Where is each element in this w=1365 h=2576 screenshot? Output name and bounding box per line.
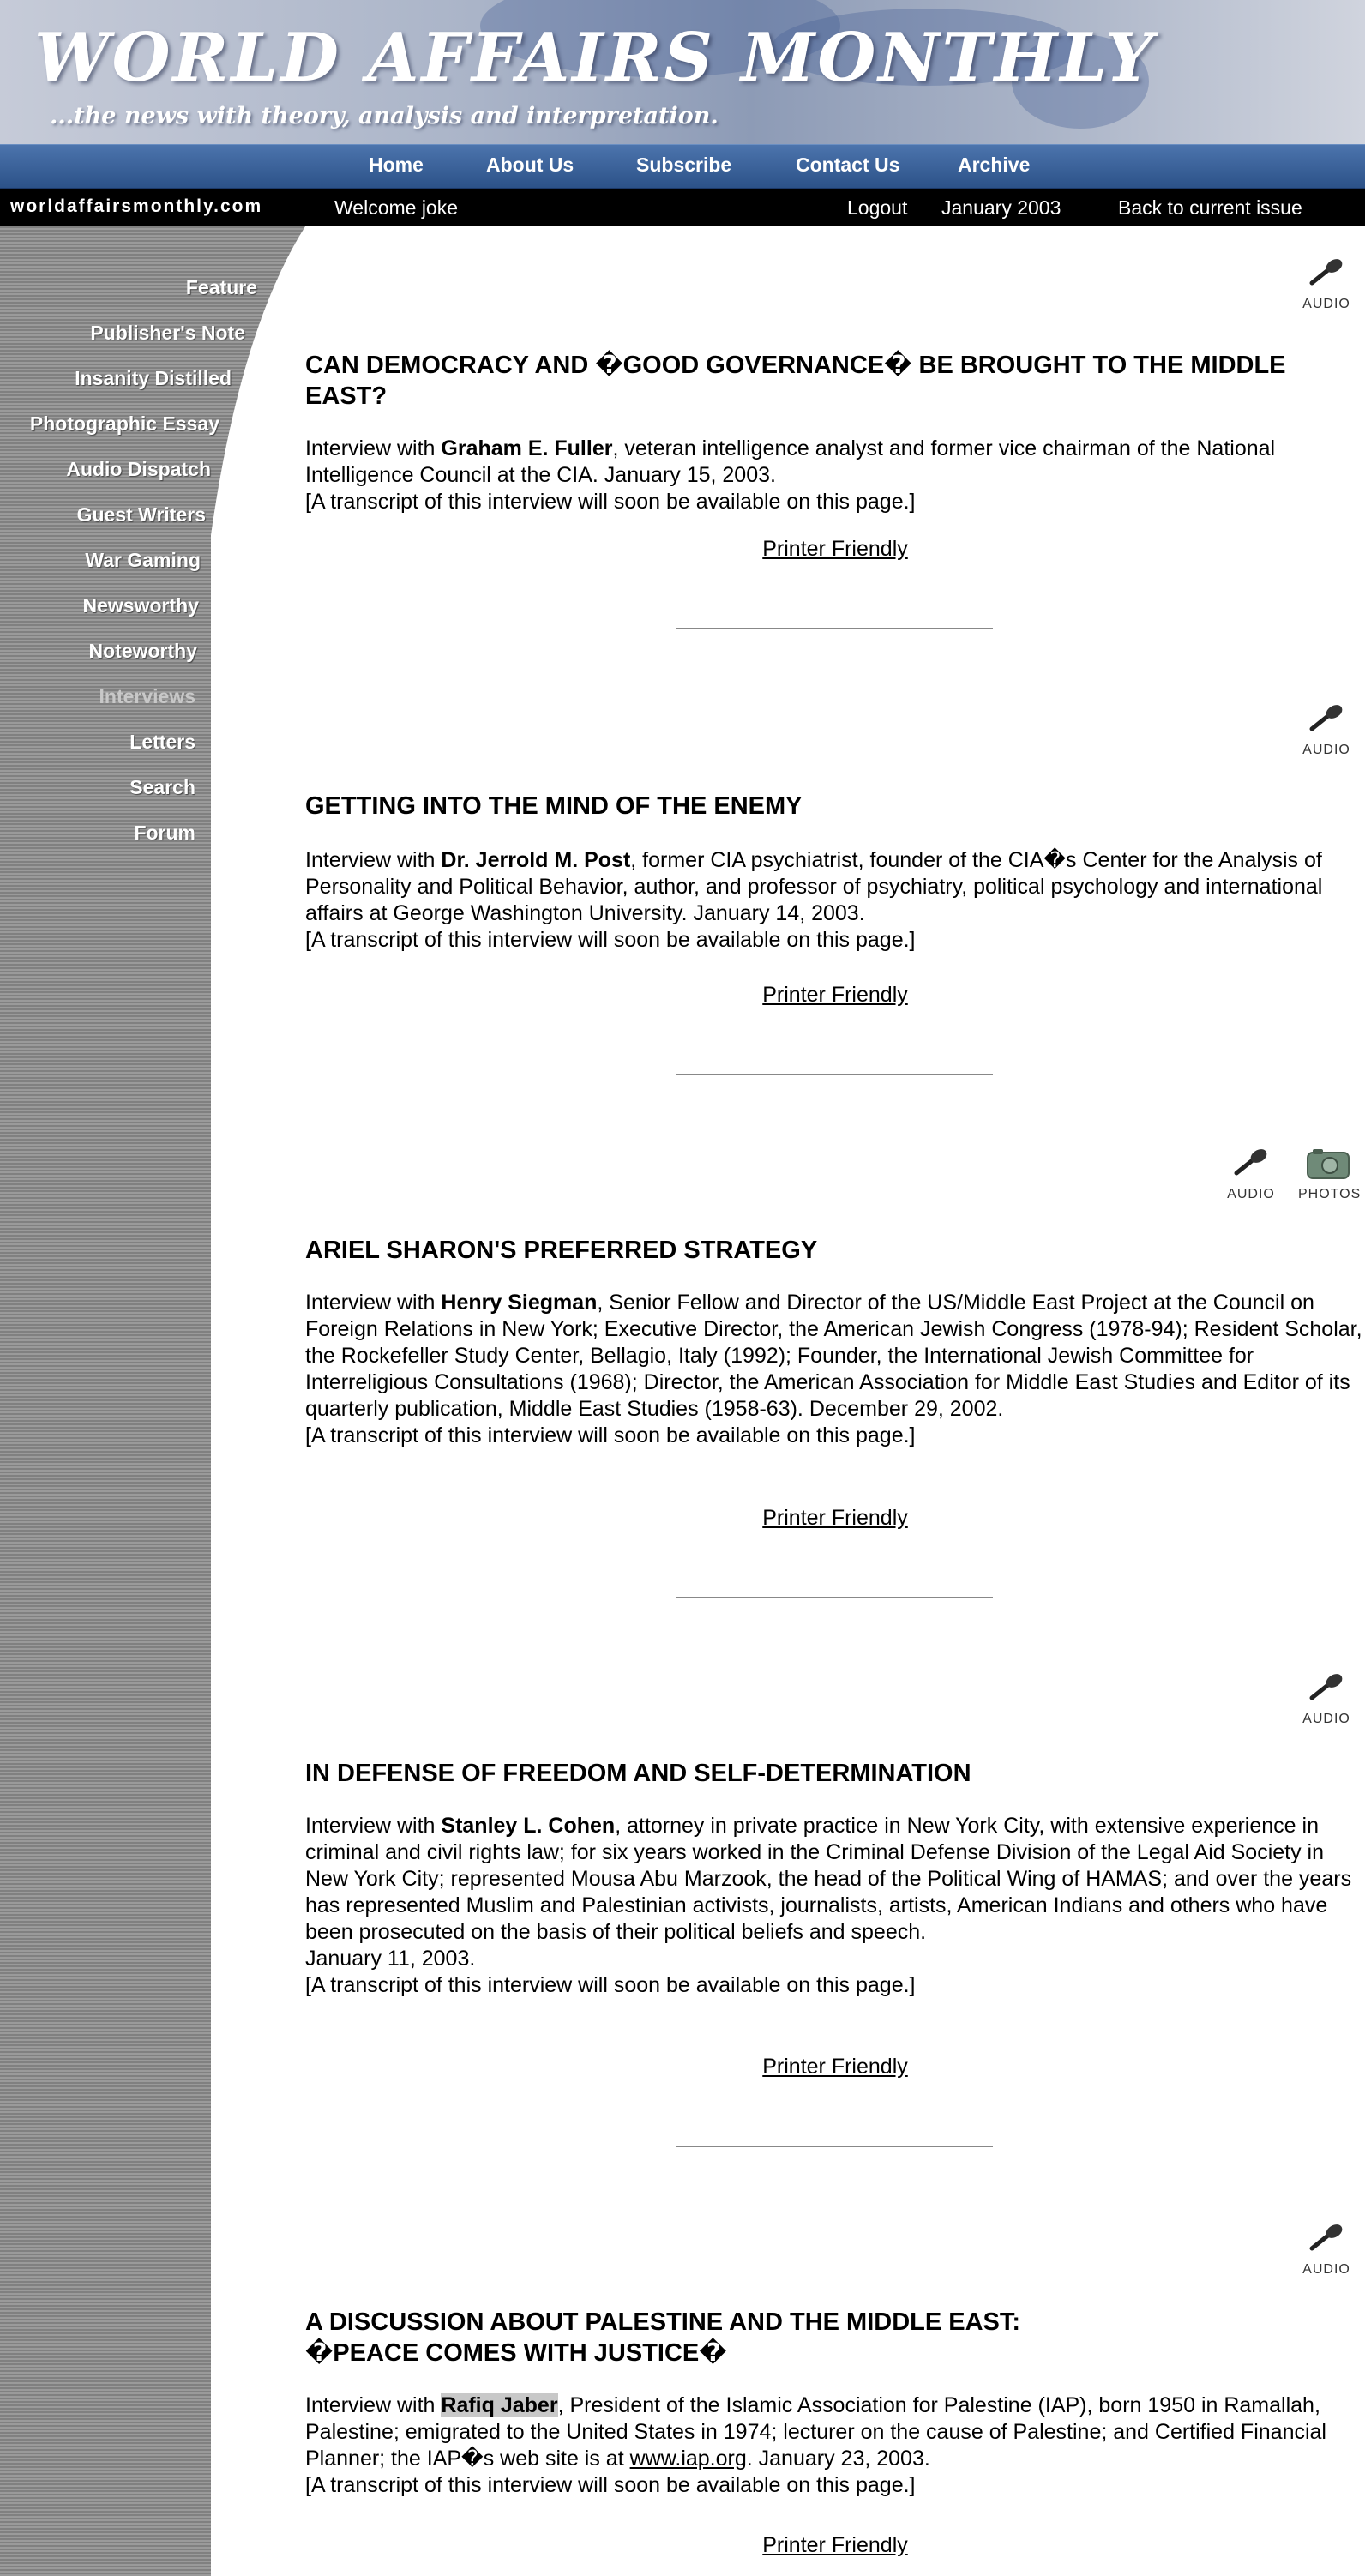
audio-button[interactable]: AUDIO — [1296, 2223, 1356, 2278]
printer-friendly-wrapper — [305, 2055, 1365, 2079]
sidebar-item-forum[interactable]: Forum — [134, 822, 195, 844]
audio-button[interactable]: AUDIO — [1221, 1147, 1281, 1202]
audio-button[interactable]: AUDIO — [1296, 257, 1356, 312]
article-date: January 11, 2003. — [305, 1947, 476, 1971]
interviewee-name: Rafiq Jaber — [441, 2393, 558, 2417]
transcript-note: [A transcript of this interview will soon be available on this page.] — [305, 1973, 916, 1997]
logout-link[interactable]: Logout — [847, 196, 908, 219]
issue-date: January 2003 — [941, 196, 1061, 219]
nav-home[interactable]: Home — [369, 153, 424, 176]
microphone-icon — [1305, 257, 1348, 286]
welcome-text: Welcome joke — [334, 196, 459, 219]
article-summary: Interview with Rafiq Jaber, President of the Islamic Association for Palestine (IAP), born 1950 in Ramallah, Palestine; emigrated to the United States in 1974; lecturer on the cause of Palestine; and Certified Financial Planner; the IAP�s web site is at www.iap.org. January 23, 2003. [A transcript of this interview will soon be available on this page.] — [305, 2392, 1365, 2499]
microphone-icon — [1305, 1672, 1348, 1701]
media-icons — [1211, 1147, 1365, 1202]
sidebar-item-search[interactable]: Search — [129, 776, 195, 798]
transcript-note: [A transcript of this interview will soon be available on this page.] — [305, 490, 916, 514]
sidebar-item-insanity-distilled[interactable]: Insanity Distilled — [75, 367, 232, 389]
interviewee-name: Dr. Jerrold M. Post — [441, 848, 631, 872]
media-icons — [1288, 257, 1365, 312]
article-divider — [676, 2146, 993, 2147]
media-icons — [1288, 703, 1365, 758]
printer-friendly-link[interactable]: Printer Friendly — [762, 2533, 908, 2557]
transcript-note: [A transcript of this interview will soon be available on this page.] — [305, 1423, 916, 1447]
microphone-icon — [1305, 703, 1348, 732]
camera-icon — [1304, 1147, 1352, 1180]
sidebar-item-letters[interactable]: Letters — [129, 731, 195, 753]
nav-archive[interactable]: Archive — [958, 153, 1031, 176]
site-domain: worldaffairsmonthly.com — [10, 196, 263, 216]
media-icons — [1288, 2223, 1365, 2278]
media-icons — [1288, 1672, 1365, 1727]
interviewee-name: Stanley L. Cohen — [441, 1814, 616, 1838]
microphone-icon — [1230, 1147, 1272, 1177]
interview-article — [305, 1672, 1365, 2152]
sidebar-item-photographic-essay[interactable]: Photographic Essay — [29, 412, 219, 435]
article-title: A DISCUSSION ABOUT PALESTINE AND THE MIDDLE EAST: �PEACE COMES WITH JUSTICE� — [305, 2308, 1021, 2367]
article-summary: Interview with Stanley L. Cohen, attorney in private practice in New York City, with extensive experience in criminal and civil rights law; for six years worked in the Criminal Defense Division of the Legal Aid Society in New York City; represented Mousa Abu Marzook, the head of the Political Wing of HAMAS; and over the years has represented Muslim and Palestinian activists, journalists, artists, American Indians and others who have been prosecuted on the basis of their political beliefs and speech. January 11, 2003. [A transcript of this interview will soon be available on this page.] — [305, 1813, 1365, 1999]
sidebar-item-audio-dispatch[interactable]: Audio Dispatch — [66, 458, 211, 480]
interview-article — [305, 2223, 1365, 2576]
photos-button[interactable]: PHOTOS — [1298, 1147, 1358, 1202]
interview-article — [305, 257, 1365, 643]
user-bar — [0, 189, 1365, 226]
nav-contact-us[interactable]: Contact Us — [796, 153, 900, 176]
article-divider — [676, 628, 993, 629]
article-divider — [676, 1597, 993, 1598]
sidebar — [0, 226, 211, 2576]
interviewee-name: Graham E. Fuller — [441, 436, 613, 460]
article-title: IN DEFENSE OF FREEDOM AND SELF-DETERMINATION — [305, 1760, 971, 1787]
top-navigation — [0, 144, 1365, 189]
printer-friendly-wrapper — [305, 983, 1365, 1008]
iap-website-link[interactable]: www.iap.org — [629, 2447, 747, 2471]
site-banner — [0, 0, 1365, 144]
article-title: CAN DEMOCRACY AND �GOOD GOVERNANCE� BE BROUGHT TO THE MIDDLE EAST? — [305, 352, 1286, 410]
nav-subscribe[interactable]: Subscribe — [636, 153, 732, 176]
printer-friendly-link[interactable]: Printer Friendly — [762, 1506, 908, 1530]
nav-about-us[interactable]: About Us — [486, 153, 574, 176]
microphone-icon — [1305, 2223, 1348, 2252]
interviewee-name: Henry Siegman — [441, 1291, 598, 1315]
article-summary: Interview with Henry Siegman, Senior Fellow and Director of the US/Middle East Project at the Council on Foreign Relations in New York; Executive Director, the American Jewish Congress (1978-94); Resident Scholar, the Rockefeller Study Center, Bellagio, Italy (1992); Founder, the International Jewish Committee for Interreligious Consultations (1968); Director, the American Association for Middle East Studies and Editor of its quarterly publication, Middle East Studies (1958-63). December 29, 2002. [A transcript of this interview will soon be available on this page.] — [305, 1290, 1365, 1449]
interview-article — [305, 703, 1365, 1089]
interview-article — [305, 1147, 1365, 1610]
audio-button[interactable]: AUDIO — [1296, 703, 1356, 758]
article-divider — [676, 1074, 993, 1075]
transcript-note: [A transcript of this interview will soon be available on this page.] — [305, 2473, 916, 2497]
audio-button[interactable]: AUDIO — [1296, 1672, 1356, 1727]
article-summary: Interview with Graham E. Fuller, veteran intelligence analyst and former vice chairman of the National Intelligence Council at the CIA. January 15, 2003. [A transcript of this interview will soon be available on this page.] — [305, 436, 1365, 515]
printer-friendly-wrapper — [305, 2533, 1365, 2558]
site-title: WORLD AFFAIRS MONTHLY — [34, 19, 1156, 97]
sidebar-item-war-gaming[interactable]: War Gaming — [85, 549, 201, 571]
sidebar-item-guest-writers[interactable]: Guest Writers — [76, 503, 206, 526]
printer-friendly-link[interactable]: Printer Friendly — [762, 2055, 908, 2079]
printer-friendly-link[interactable]: Printer Friendly — [762, 537, 908, 561]
sidebar-item-feature[interactable]: Feature — [185, 276, 257, 298]
transcript-note: [A transcript of this interview will soon be available on this page.] — [305, 928, 916, 952]
sidebar-item-publishers-note[interactable]: Publisher's Note — [90, 322, 245, 344]
article-summary: Interview with Dr. Jerrold M. Post, former CIA psychiatrist, founder of the CIA�s Center for the Analysis of Personality and Political Behavior, author, and professor of psychiatry, political psychology and international affairs at George Washington University. January 14, 2003. [A transcript of this interview will soon be available on this page.] — [305, 847, 1365, 954]
article-title: ARIEL SHARON'S PREFERRED STRATEGY — [305, 1237, 818, 1264]
back-to-current-issue-link[interactable]: Back to current issue — [1118, 196, 1302, 219]
printer-friendly-link[interactable]: Printer Friendly — [762, 983, 908, 1007]
printer-friendly-wrapper — [305, 1506, 1365, 1531]
article-title: GETTING INTO THE MIND OF THE ENEMY — [305, 792, 803, 820]
sidebar-item-newsworthy[interactable]: Newsworthy — [82, 594, 199, 617]
sidebar-item-noteworthy[interactable]: Noteworthy — [88, 640, 197, 662]
sidebar-item-interviews[interactable]: Interviews — [99, 685, 195, 707]
printer-friendly-wrapper — [305, 537, 1365, 562]
site-tagline: ...the news with theory, analysis and interpretation. — [50, 103, 719, 129]
